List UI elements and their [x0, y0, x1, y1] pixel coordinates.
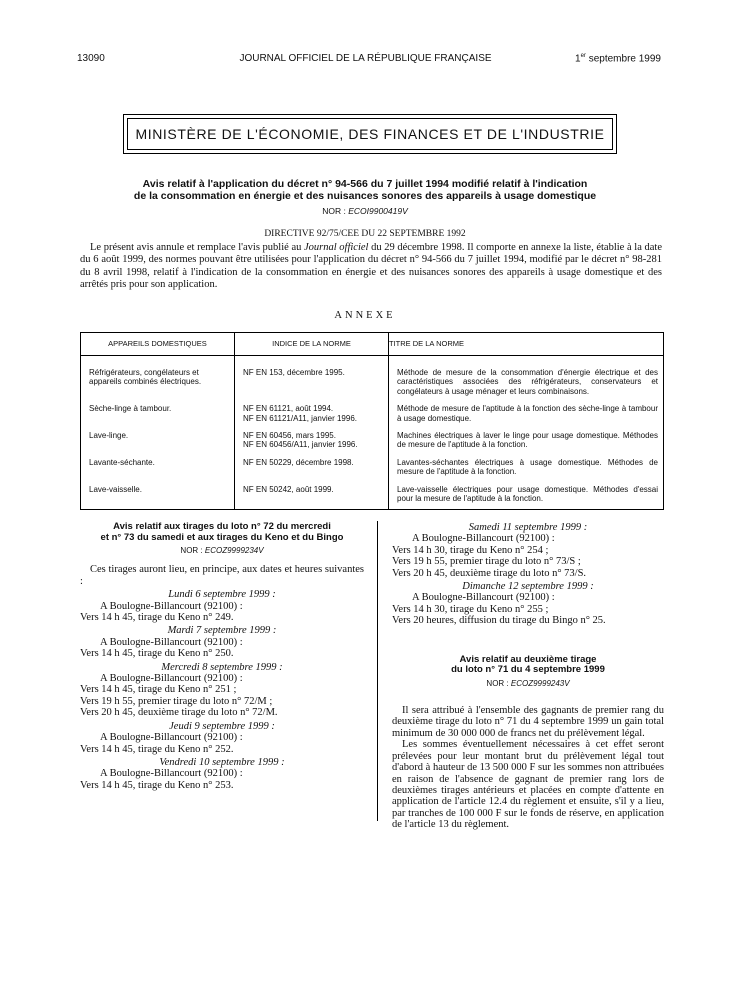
schedule-day: Dimanche 12 septembre 1999 : — [462, 581, 594, 593]
annex-table — [80, 332, 664, 510]
schedule-line: Vers 14 h 30, tirage du Keno n° 254 ; — [392, 544, 549, 556]
body-text: du 29 décembre 1998. Il comporte en annexe la liste, établie à la date du 6 août 1999, des normes pouvant être utilisées pour l'application du décret n° 94-566 du 7 juillet 1994, modifié par le décret n° 98-281 du 8 avril 1998, relatif à l'indication de la consommation en énergie et des nuisances sonores des appareils à usage domestique et des arrêtés pris pour son application. — [80, 242, 662, 291]
nor-label: NOR : — [180, 546, 205, 555]
body-journal-ref: Journal officiel — [304, 242, 369, 253]
avis-energy-nor — [80, 206, 650, 216]
table-header-row — [81, 333, 664, 356]
cell-indice — [235, 402, 389, 429]
norm-reference: NF EN 50229, décembre 1998. — [243, 457, 354, 467]
table-row — [81, 402, 664, 429]
schedule-line: Vers 14 h 45, tirage du Keno n° 253. — [80, 779, 234, 791]
column-header-indice: INDICE DE LA NORME — [235, 333, 389, 356]
schedule-place: A Boulogne-Billancourt (92100) : — [100, 600, 243, 612]
nor-label: NOR : — [322, 206, 349, 216]
schedule-place: A Boulogne-Billancourt (92100) : — [412, 533, 555, 545]
schedule-line: Vers 19 h 55, premier tirage du loto n° 72/M ; — [80, 695, 273, 707]
norm-reference: NF EN 153, décembre 1995. — [243, 368, 345, 377]
schedule-line: Vers 14 h 30, tirage du Keno n° 255 ; — [392, 603, 549, 615]
schedule-line: Vers 20 h 45, deuxième tirage du loto n° 72/M. — [80, 707, 278, 719]
table-row — [81, 456, 664, 483]
cell-appareil: Lavante-séchante. — [81, 456, 235, 483]
journal-title: JOURNAL OFFICIEL DE LA RÉPUBLIQUE FRANÇAISE — [239, 53, 492, 64]
norm-reference: NF EN 60456, mars 1995. — [243, 431, 336, 441]
schedule-place: A Boulogne-Billancourt (92100) : — [100, 673, 243, 685]
avis-energy-title-line1: Avis relatif à l'application du décret n° 94-566 du 7 juillet 1994 modifié relatif à l'indication — [142, 178, 588, 190]
table-row — [81, 483, 664, 510]
schedule-place: A Boulogne-Billancourt (92100) : — [100, 636, 243, 648]
avis-energy-title-line2: de la consommation en énergie et des nuisances sonores des appareils à usage domestique — [133, 190, 597, 202]
schedule-day: Samedi 11 septembre 1999 : — [468, 522, 588, 533]
cell-titre: Méthode de mesure de la consommation d'énergie électrique et des caractéristiques associées des réfrigérateurs, conservateurs et congélateurs à usage ménager et leurs combinaisons. — [389, 356, 664, 403]
cell-titre: Lavantes-séchantes électriques à usage domestique. Méthodes de mesure de l'aptitude à la fonction. — [389, 456, 664, 483]
schedule-day: Vendredi 10 septembre 1999 : — [159, 756, 285, 768]
directive-reference: DIRECTIVE 92/75/CEE DU 22 SEPTEMBRE 1992 — [264, 229, 466, 239]
loto-72-title-line2: et n° 73 du samedi et aux tirages du Keno et du Bingo — [100, 531, 344, 543]
loto-71-title-line1: Avis relatif au deuxième tirage — [459, 653, 597, 665]
cell-appareil: Lave-linge. — [81, 429, 235, 456]
cell-appareil: Lave-vaisselle. — [81, 483, 235, 510]
loto-72-notice — [80, 522, 364, 791]
cell-appareil: Sèche-linge à tambour. — [81, 402, 235, 429]
issue-date — [575, 53, 661, 64]
schedule-line: Vers 14 h 45, tirage du Keno n° 251 ; — [80, 684, 237, 696]
schedule-day: Lundi 6 septembre 1999 : — [168, 589, 276, 601]
norm-reference: NF EN 61121/A11, janvier 1996. — [243, 413, 357, 423]
loto-72-nor — [80, 545, 364, 556]
cell-titre: Lave-vaisselle électriques pour usage domestique. Méthodes d'essai pour la mesure de l'aptitude à la fonction. — [389, 483, 664, 510]
schedule-line: Vers 20 h 45, deuxième tirage du loto n° 73/S. — [392, 567, 587, 579]
avis-energy-body — [80, 242, 662, 292]
schedule-day: Mardi 7 septembre 1999 : — [167, 625, 277, 637]
schedule-line: Vers 19 h 55, premier tirage du loto n° 73/S ; — [392, 556, 581, 568]
issue-date-sup: er — [580, 53, 586, 59]
cell-indice — [235, 456, 389, 483]
nor-code: ECOZ9999243V — [510, 678, 570, 688]
table-row — [81, 356, 664, 403]
norm-reference: NF EN 50242, août 1999. — [243, 484, 334, 494]
loto-71-title — [392, 655, 664, 676]
loto-72-intro: Ces tirages auront lieu, en principe, aux dates et heures suivantes : — [80, 564, 364, 587]
avis-energy-title — [80, 178, 650, 202]
ministry-banner: MINISTÈRE DE L'ÉCONOMIE, DES FINANCES ET DE L'INDUSTRIE — [127, 118, 613, 150]
right-column — [392, 522, 664, 831]
cell-indice — [235, 356, 389, 403]
body-text: Le présent avis annule et remplace l'avis publié au — [90, 242, 304, 253]
schedule-line: Vers 20 heures, diffusion du tirage du Bingo n° 25. — [392, 615, 606, 627]
column-header-titre: TITRE DE LA NORME — [389, 333, 664, 356]
loto-72-title-line1: Avis relatif aux tirages du loto n° 72 du mercredi — [113, 521, 331, 532]
column-divider — [377, 521, 378, 821]
cell-titre: Machines électriques à laver le linge pour usage domestique. Méthodes de mesure de l'aptitude à la fonction. — [389, 429, 664, 456]
schedule-day: Mercredi 8 septembre 1999 : — [161, 661, 283, 673]
annexe-heading: ANNEXE — [334, 310, 396, 321]
nor-label: NOR : — [486, 678, 511, 688]
norm-reference: NF EN 60456/A11, janvier 1996. — [243, 440, 358, 450]
schedule-line: Vers 14 h 45, tirage du Keno n° 252. — [80, 743, 234, 755]
loto-72-title — [80, 522, 364, 543]
cell-indice — [235, 429, 389, 456]
cell-appareil: Réfrigérateurs, congélateurs et appareils combinés électriques. — [81, 356, 235, 403]
schedule-day: Jeudi 9 septembre 1999 : — [169, 720, 275, 732]
schedule-place: A Boulogne-Billancourt (92100) : — [100, 768, 243, 780]
schedule-line: Vers 14 h 45, tirage du Keno n° 250. — [80, 648, 234, 660]
schedule-place: A Boulogne-Billancourt (92100) : — [412, 592, 555, 604]
issue-date-day: 1 — [575, 53, 581, 65]
loto-71-nor — [392, 678, 664, 689]
loto-71-paragraph: Il sera attribué à l'ensemble des gagnants de premier rang du deuxième tirage du loto n° 71 du 4 septembre 1999 un gain total minimum de 30 000 000 de francs net du prélèvement légal. — [392, 705, 664, 739]
schedule-line: Vers 14 h 45, tirage du Keno n° 249. — [80, 612, 234, 624]
nor-code: ECOI9900419V — [348, 206, 408, 216]
issue-date-month-year: septembre 1999 — [585, 53, 661, 65]
loto-71-paragraph: Les sommes éventuellement nécessaires à cet effet seront prélevées pour leur montant brut du prélèvement légal tout d'abord à hauteur de 13 500 000 F sur les sommes non attribuées en raison de l'absence de gagnant de premier rang lors de deuxièmes tirages antérieurs et placées en compte d'attente en application de l'article 12.4 du règlement et ensuite, s'il y a lieu, par tranches de 100 000 F sur le fonds de réserve, en application de l'article 13 du règlement. — [392, 739, 664, 831]
table-row — [81, 429, 664, 456]
page-number: 13090 — [77, 53, 105, 64]
schedule-place: A Boulogne-Billancourt (92100) : — [100, 732, 243, 744]
cell-indice — [235, 483, 389, 510]
loto-71-title-line2: du loto n° 71 du 4 septembre 1999 — [451, 664, 605, 676]
column-header-appareils: APPAREILS DOMESTIQUES — [81, 333, 235, 356]
norm-reference: NF EN 61121, août 1994. — [243, 404, 334, 414]
nor-code: ECOZ9999234V — [204, 546, 264, 555]
cell-titre: Méthode de mesure de l'aptitude à la fonction des sèche-linge à tambour à usage domestique. — [389, 402, 664, 429]
